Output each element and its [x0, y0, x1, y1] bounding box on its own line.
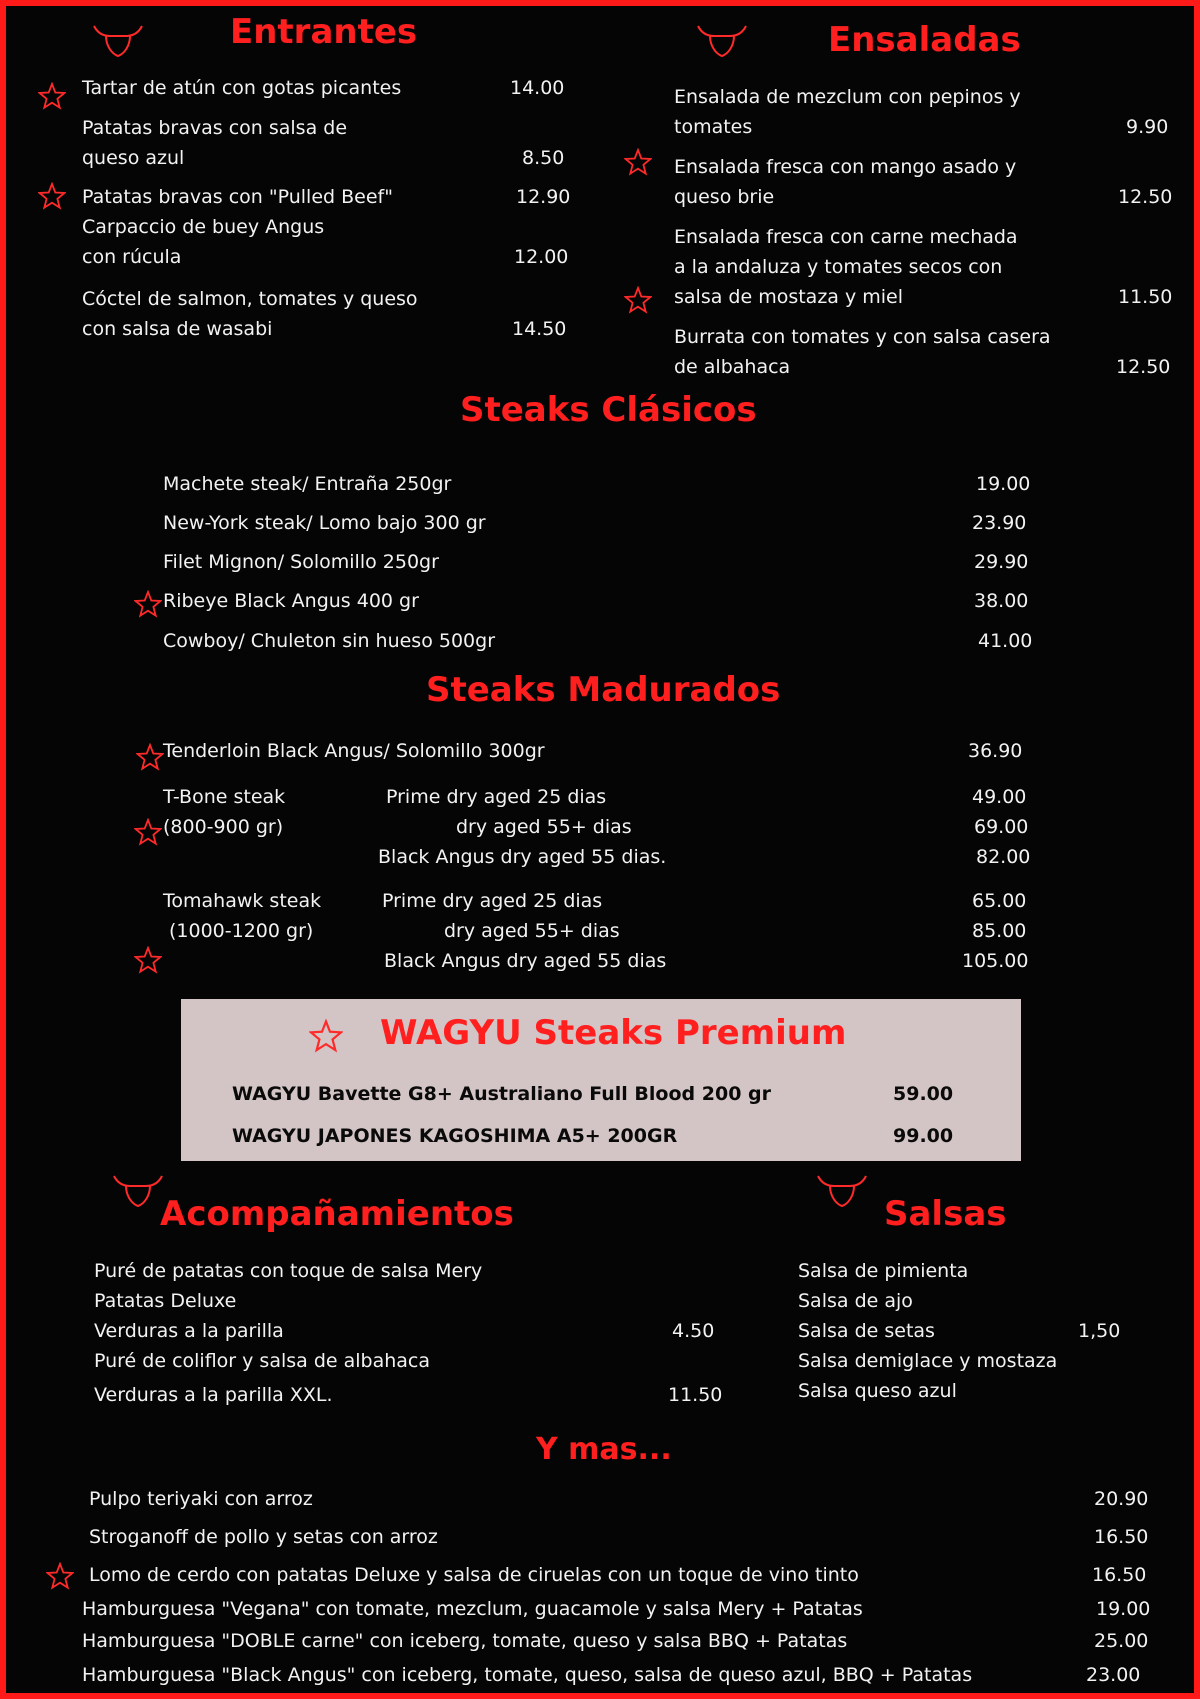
wagyu-item-name: WAGYU Bavette G8+ Australiano Full Blood 200 gr: [232, 1083, 771, 1105]
star-icon: [134, 946, 162, 974]
y-mas-item-name: Lomo de cerdo con patatas Deluxe y salsa de ciruelas con un toque de vino tinto: [89, 1564, 859, 1586]
acompanamientos-item-name: Verduras a la parilla: [94, 1320, 284, 1342]
entrantes-item-name: Carpaccio de buey Angus: [82, 216, 325, 238]
y-mas-item-name: Pulpo teriyaki con arroz: [89, 1488, 313, 1510]
ensaladas-item-price: 11.50: [1118, 286, 1173, 308]
y-mas-item-name: Hamburguesa "Black Angus" con iceberg, tomate, queso, salsa de queso azul, BBQ + Patatas: [82, 1664, 973, 1686]
ensaladas-item-price: 9.90: [1126, 116, 1169, 138]
bull-icon: [814, 1170, 870, 1210]
ensaladas-item-name: Ensalada fresca con carne mechada: [674, 226, 1018, 248]
entrantes-title: Entrantes: [230, 12, 418, 52]
tomahawk-weight: (1000-1200 gr): [169, 920, 314, 942]
salsas-item: Salsa de ajo: [798, 1290, 913, 1312]
star-icon: [38, 82, 66, 110]
entrantes-item-name: con rúcula: [82, 246, 182, 268]
ensaladas-item-name: tomates: [674, 116, 753, 138]
y-mas-item-price: 16.50: [1094, 1526, 1149, 1548]
ensaladas-item-name: Ensalada fresca con mango asado y: [674, 156, 1017, 178]
acompanamientos-item-name: Patatas Deluxe: [94, 1290, 237, 1312]
y-mas-title: Y mas...: [536, 1432, 672, 1467]
tbone-option-label: dry aged 55+ dias: [456, 816, 632, 838]
wagyu-title: WAGYU Steaks Premium: [380, 1013, 847, 1053]
tomahawk-option-price: 85.00: [972, 920, 1027, 942]
wagyu-item-price: 59.00: [893, 1083, 954, 1105]
ensaladas-item-name: queso brie: [674, 186, 775, 208]
wagyu-item-price: 99.00: [893, 1125, 954, 1147]
y-mas-item-price: 20.90: [1094, 1488, 1149, 1510]
tbone-option-price: 49.00: [972, 786, 1027, 808]
steaks-clasicos-item-name: Ribeye Black Angus 400 gr: [163, 590, 419, 612]
y-mas-item-name: Stroganoff de pollo y setas con arroz: [89, 1526, 438, 1548]
steaks-clasicos-item-price: 38.00: [974, 590, 1029, 612]
acompanamientos-item-price: 4.50: [672, 1320, 715, 1342]
steaks-clasicos-item-price: 29.90: [974, 551, 1029, 573]
steaks-clasicos-title: Steaks Clásicos: [460, 390, 757, 430]
acompanamientos-item-name: Verduras a la parilla XXL.: [94, 1384, 333, 1406]
ensaladas-item-name: Burrata con tomates y con salsa casera: [674, 326, 1051, 348]
tomahawk-option-label: Prime dry aged 25 dias: [382, 890, 603, 912]
salsas-title: Salsas: [884, 1194, 1007, 1234]
y-mas-item-name: Hamburguesa "DOBLE carne" con iceberg, tomate, queso y salsa BBQ + Patatas: [82, 1630, 848, 1652]
tbone-option-price: 69.00: [974, 816, 1029, 838]
tbone-name: T-Bone steak: [163, 786, 286, 808]
acompanamientos-item-price: 11.50: [668, 1384, 723, 1406]
entrantes-item-name: Patatas bravas con salsa de: [82, 117, 348, 139]
entrantes-item-price: 12.90: [516, 186, 571, 208]
steaks-clasicos-item-name: Filet Mignon/ Solomillo 250gr: [163, 551, 439, 573]
ensaladas-item-name: de albahaca: [674, 356, 791, 378]
bull-icon: [110, 1170, 166, 1210]
y-mas-item-name: Hamburguesa "Vegana" con tomate, mezclum, guacamole y salsa Mery + Patatas: [82, 1598, 863, 1620]
menu-page: [6, 6, 1194, 1693]
acompanamientos-title: Acompañamientos: [160, 1194, 514, 1234]
y-mas-item-price: 23.00: [1086, 1664, 1141, 1686]
steaks-clasicos-item-price: 19.00: [976, 473, 1031, 495]
star-icon: [624, 148, 652, 176]
entrantes-item-price: 12.00: [514, 246, 569, 268]
steaks-clasicos-item-name: Cowboy/ Chuleton sin hueso 500gr: [163, 630, 496, 652]
salsas-item: Salsa de pimienta: [798, 1260, 969, 1282]
ensaladas-item-name: a la andaluza y tomates secos con: [674, 256, 1003, 278]
entrantes-item-name: Patatas bravas con "Pulled Beef": [82, 186, 393, 208]
tbone-option-label: Prime dry aged 25 dias: [386, 786, 607, 808]
salsas-item: Salsa queso azul: [798, 1380, 957, 1402]
steaks-clasicos-item-price: 23.90: [972, 512, 1027, 534]
tomahawk-option-label: dry aged 55+ dias: [444, 920, 620, 942]
bull-icon: [694, 20, 750, 60]
star-icon: [38, 182, 66, 210]
steaks-madurados-title: Steaks Madurados: [426, 670, 781, 710]
ensaladas-item-name: Ensalada de mezclum con pepinos y: [674, 86, 1021, 108]
ensaladas-item-price: 12.50: [1118, 186, 1173, 208]
ensaladas-title: Ensaladas: [828, 20, 1021, 60]
tbone-weight: (800-900 gr): [163, 816, 284, 838]
entrantes-item-name: Cóctel de salmon, tomates y queso: [82, 288, 418, 310]
steaks-clasicos-item-name: New-York steak/ Lomo bajo 300 gr: [163, 512, 486, 534]
y-mas-item-price: 25.00: [1094, 1630, 1149, 1652]
tenderloin-name: Tenderloin Black Angus/ Solomillo 300gr: [163, 740, 545, 762]
tomahawk-option-price: 65.00: [972, 890, 1027, 912]
tomahawk-option-label: Black Angus dry aged 55 dias: [384, 950, 667, 972]
y-mas-item-price: 16.50: [1092, 1564, 1147, 1586]
bull-icon: [90, 20, 146, 60]
star-icon: [134, 818, 162, 846]
entrantes-item-price: 14.50: [512, 318, 567, 340]
entrantes-item-name: queso azul: [82, 147, 185, 169]
tomahawk-name: Tomahawk steak: [163, 890, 322, 912]
entrantes-item-name: Tartar de atún con gotas picantes: [82, 77, 402, 99]
salsas-price: 1,50: [1078, 1320, 1121, 1342]
wagyu-box: [181, 999, 1021, 1161]
wagyu-item-name: WAGYU JAPONES KAGOSHIMA A5+ 200GR: [232, 1125, 678, 1147]
star-icon: [134, 590, 162, 618]
tbone-option-label: Black Angus dry aged 55 dias.: [378, 846, 667, 868]
tbone-option-price: 82.00: [976, 846, 1031, 868]
tenderloin-price: 36.90: [968, 740, 1023, 762]
star-icon: [624, 286, 652, 314]
ensaladas-item-name: salsa de mostaza y miel: [674, 286, 904, 308]
steaks-clasicos-item-name: Machete steak/ Entraña 250gr: [163, 473, 452, 495]
acompanamientos-item-name: Puré de coliflor y salsa de albahaca: [94, 1350, 431, 1372]
salsas-item: Salsa demiglace y mostaza: [798, 1350, 1058, 1372]
entrantes-item-name: con salsa de wasabi: [82, 318, 273, 340]
y-mas-item-price: 19.00: [1096, 1598, 1151, 1620]
salsas-item: Salsa de setas: [798, 1320, 935, 1342]
entrantes-item-price: 8.50: [522, 147, 565, 169]
ensaladas-item-price: 12.50: [1116, 356, 1171, 378]
tomahawk-option-price: 105.00: [962, 950, 1029, 972]
star-icon: [136, 743, 164, 771]
acompanamientos-item-name: Puré de patatas con toque de salsa Mery: [94, 1260, 483, 1282]
steaks-clasicos-item-price: 41.00: [978, 630, 1033, 652]
star-icon: [46, 1562, 74, 1590]
entrantes-item-price: 14.00: [510, 77, 565, 99]
star-icon: [309, 1019, 343, 1053]
